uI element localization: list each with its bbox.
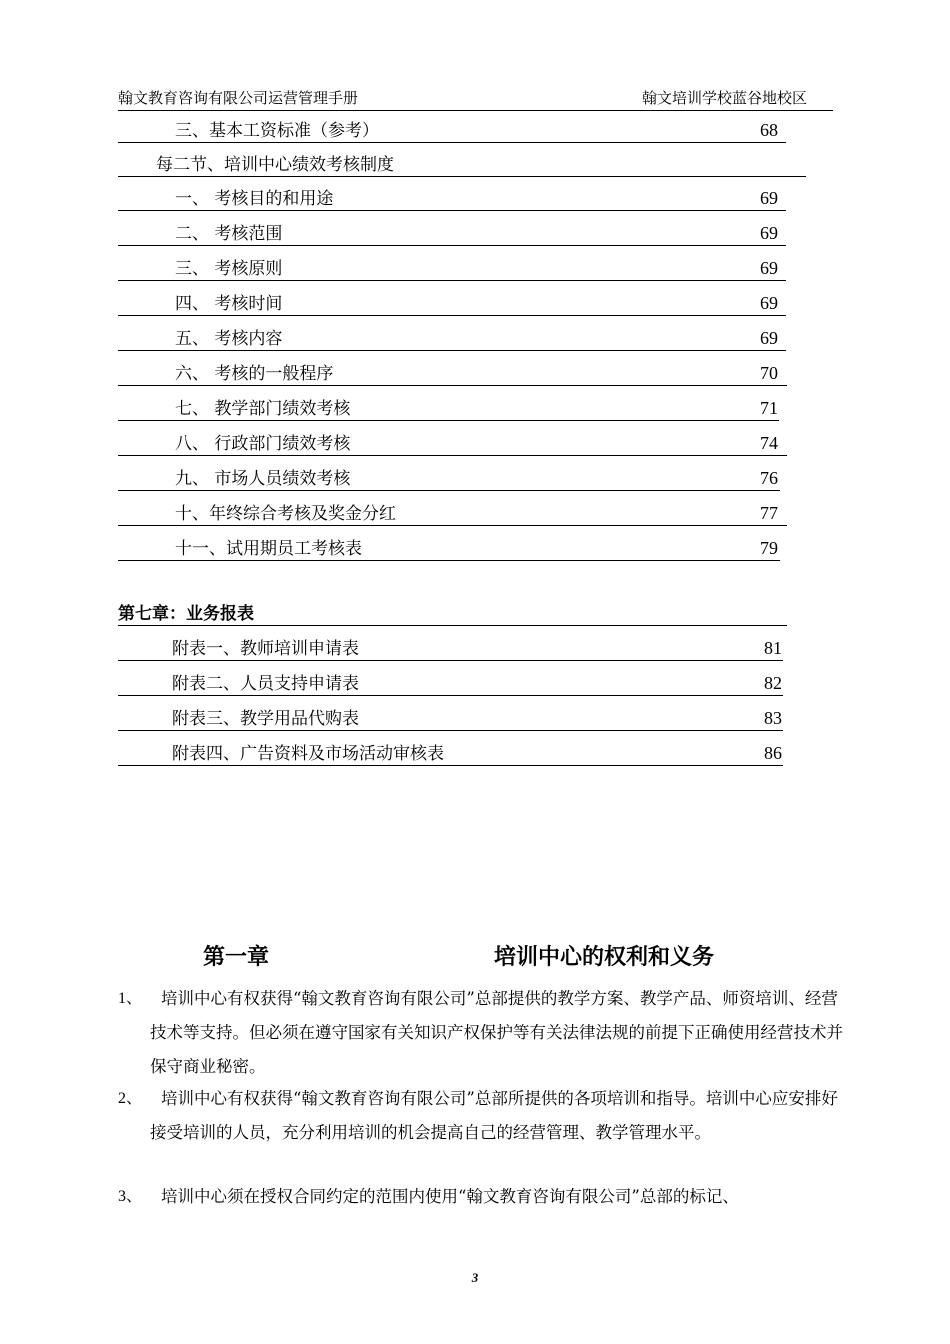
toc-entry-title: 附表四、广告资料及市场活动审核表: [172, 744, 444, 764]
toc-chapter-heading[interactable]: [118, 601, 787, 626]
toc-entry[interactable]: [118, 186, 786, 211]
toc-entry-page: 81: [764, 638, 782, 658]
toc-entry-page: 69: [760, 293, 778, 313]
toc-entry-title: 九、 市场人员绩效考核: [175, 469, 351, 489]
toc-entry[interactable]: [118, 466, 780, 491]
toc-entry-title: 附表二、人员支持申请表: [172, 674, 359, 694]
paragraph-number: 1、: [118, 990, 143, 1007]
toc-entry-title: 十、年终综合考核及奖金分红: [175, 504, 396, 524]
paragraph-number: 2、: [118, 1090, 143, 1107]
toc-entry[interactable]: [118, 706, 783, 731]
toc-entry-title: 每二节、培训中心绩效考核制度: [156, 155, 394, 175]
numbered-paragraph: [118, 1082, 848, 1150]
toc-entry[interactable]: [118, 256, 786, 281]
toc-entry-title: 三、基本工资标准（参考）: [175, 121, 379, 141]
page-number: 3: [471, 1270, 479, 1285]
toc-entry-page: 74: [760, 433, 778, 453]
toc-entry[interactable]: [118, 396, 779, 421]
toc-entry-title: 七、 教学部门绩效考核: [175, 399, 351, 419]
toc-entry-title: 八、 行政部门绩效考核: [175, 434, 351, 454]
toc-entry-title: 附表三、教学用品代购表: [172, 709, 359, 729]
paragraph-text: 培训中心有权获得“翰文教育咨询有限公司”总部提供的教学方案、教学产品、师资培训、经营技术等支持。但必须在遵守国家有关知识产权保护等有关法律法规的前提下正确使用经营技术并保守商业秘密。: [150, 989, 843, 1076]
toc-entry[interactable]: [118, 741, 783, 766]
toc-entry-title: 四、 考核时间: [175, 294, 283, 314]
toc-entry-page: 69: [760, 258, 778, 278]
toc-entry[interactable]: [118, 326, 786, 351]
toc-entry[interactable]: [118, 431, 787, 456]
toc-chapter-title: 第七章：业务报表: [118, 604, 254, 624]
toc-entry-page: 69: [760, 188, 778, 208]
toc-entry-page: 70: [760, 363, 778, 383]
paragraph-text: 培训中心须在授权合同约定的范围内使用“翰文教育咨询有限公司”总部的标记、: [161, 1187, 739, 1206]
toc-entry[interactable]: [118, 118, 786, 143]
toc-entry-page: 79: [760, 538, 778, 558]
page-header: [118, 89, 833, 111]
toc-entry-page: 82: [764, 673, 782, 693]
toc-entry-page: 71: [760, 398, 778, 418]
chapter-number: 第一章: [203, 945, 270, 970]
toc-entry-page: 86: [764, 743, 782, 763]
toc-entry[interactable]: [118, 501, 787, 526]
paragraph-text: 培训中心有权获得“翰文教育咨询有限公司”总部所提供的各项培训和指导。培训中心应安排好接受培训的人员，充分利用培训的机会提高自己的经营管理、教学管理水平。: [150, 1089, 838, 1142]
toc-entry-page: 76: [760, 468, 778, 488]
numbered-paragraph: [118, 1180, 848, 1214]
chapter-title: 培训中心的权利和义务: [494, 945, 715, 970]
toc-entry-page: 68: [760, 120, 778, 140]
toc-entry[interactable]: [118, 671, 783, 696]
header-left-title: 翰文教育咨询有限公司运营管理手册: [118, 89, 359, 107]
toc-entry-title: 附表一、教师培训申请表: [172, 639, 359, 659]
toc-entry[interactable]: [118, 221, 786, 246]
toc-section-heading[interactable]: [118, 152, 806, 177]
toc-entry-title: 六、 考核的一般程序: [175, 364, 334, 384]
paragraph-number: 3、: [118, 1188, 143, 1205]
toc-entry-page: 69: [760, 223, 778, 243]
numbered-paragraph: [118, 982, 848, 1084]
toc-entry[interactable]: [118, 636, 783, 661]
toc-entry-title: 一、 考核目的和用途: [175, 189, 334, 209]
toc-entry[interactable]: [118, 536, 780, 561]
toc-entry-page: 83: [764, 708, 782, 728]
toc-entry-title: 五、 考核内容: [175, 329, 283, 349]
toc-entry-title: 三、 考核原则: [175, 259, 283, 279]
toc-entry-page: 69: [760, 328, 778, 348]
toc-entry[interactable]: [118, 361, 787, 386]
toc-entry-page: 77: [760, 503, 778, 523]
toc-entry[interactable]: [118, 291, 786, 316]
toc-entry-title: 二、 考核范围: [175, 224, 283, 244]
toc-entry-title: 十一、试用期员工考核表: [175, 539, 362, 559]
header-right-title: 翰文培训学校蓝谷地校区: [641, 89, 807, 107]
